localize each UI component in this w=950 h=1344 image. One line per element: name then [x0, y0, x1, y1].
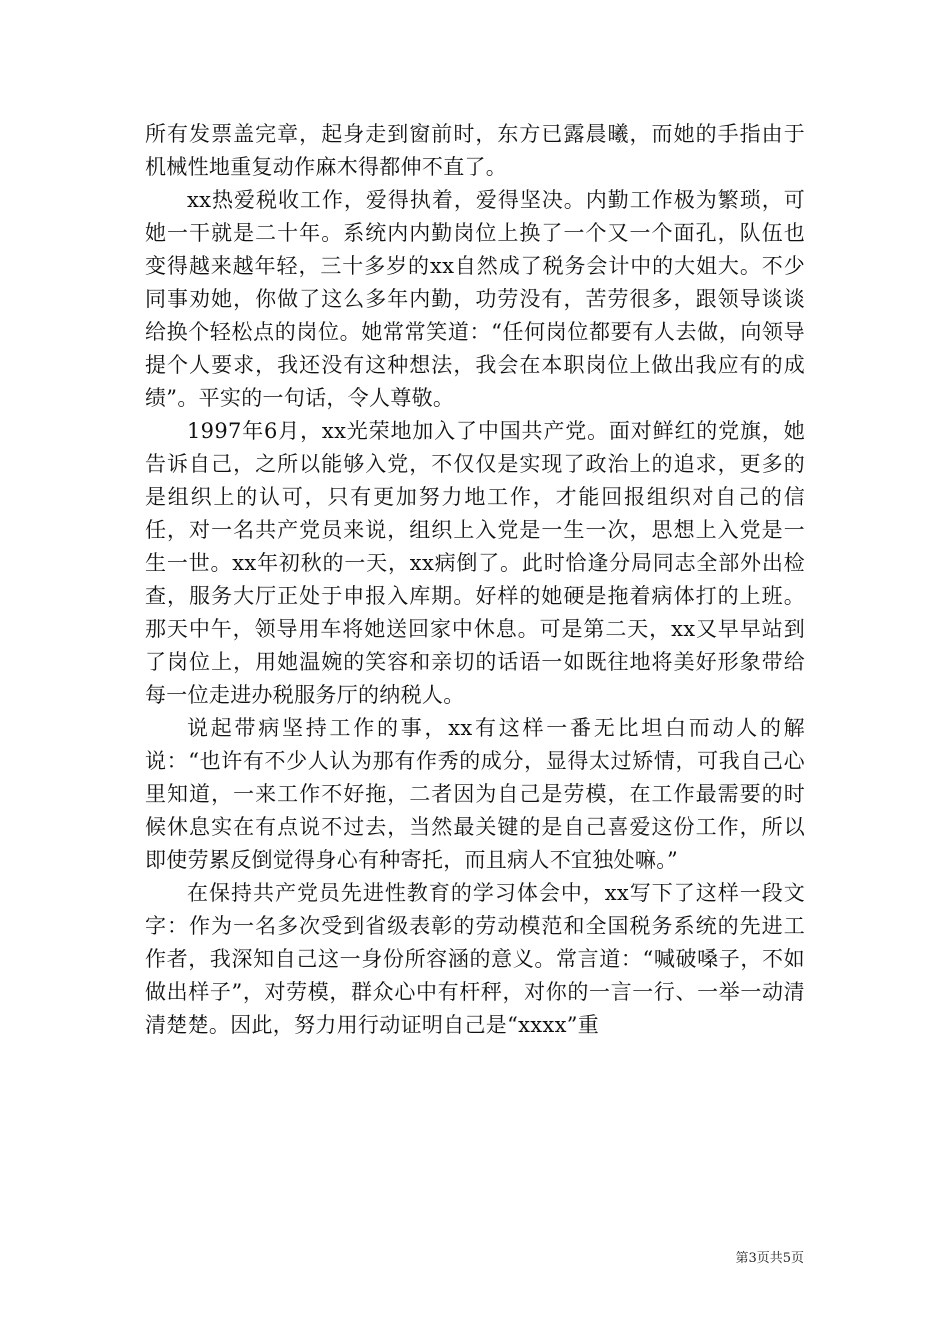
document-body: [145, 118, 805, 1042]
paragraph-joining-party: 1997年6月，xx光荣地加入了中国共产党。面对鲜红的党旗，她告诉自己，之所以能够入党，不仅仅是实现了政治上的追求，更多的是组织上的认可，只有更加努力地工作，才能回报组织对自己的信任，对一名共产党员来说，组织上入党是一生一次，思想上入党是一生一世。xx年初秋的一天，xx病倒了。此时恰逢分局同志全部外出检查，服务大厅正处于申报入库期。好样的她硬是拖着病体打的上班。那天中午，领导用车将她送回家中休息。可是第二天，xx又早早站到了岗位上，用她温婉的笑容和亲切的话语一如既往地将美好形象带给每一位走进办税服务厅的纳税人。: [145, 419, 805, 707]
paragraph-study-reflection: 在保持共产党员先进性教育的学习体会中，xx写下了这样一段文字：作为一名多次受到省级表彰的劳动模范和全国税务系统的先进工作者，我深知自己这一身份所容涵的意义。常言道：“喊破嗓子，不如做出样子”，对劳模，群众心中有杆秤，对你的一言一行、一举一动清清楚楚。因此，努力用行动证明自己是“xxxx”重: [145, 881, 805, 1037]
paragraph-love-of-tax-work: xx热爱税收工作，爱得执着，爱得坚决。内勤工作极为繁琐，可她一干就是二十年。系统内内勤岗位上换了一个又一个面孔，队伍也变得越来越年轻，三十多岁的xx自然成了税务会计中的大姐大。不少同事劝她，你做了这么多年内勤，功劳没有，苦劳很多，跟领导谈谈给换个轻松点的岗位。她常常笑道：“任何岗位都要有人去做，向领导提个人要求，我还没有这种想法，我会在本职岗位上做出我应有的成绩”。平实的一句话，令人尊敬。: [145, 188, 805, 410]
paragraph-continuation: 所有发票盖完章，起身走到窗前时，东方已露晨曦，而她的手指由于机械性地重复动作麻木得都伸不直了。: [145, 122, 805, 179]
paragraph-working-while-ill: 说起带病坚持工作的事，xx有这样一番无比坦白而动人的解说：“也许有不少人认为那有作秀的成分，显得太过矫情，可我自己心里知道，一来工作不好拖，二者因为自己是劳模，在工作最需要的时候休息实在有点说不过去，当然最关键的是自己喜爱这份工作，所以即使劳累反倒觉得身心有种寄托，而且病人不宜独处嘛。”: [145, 716, 805, 872]
page-number-footer: 第3页共5页: [735, 1251, 804, 1266]
